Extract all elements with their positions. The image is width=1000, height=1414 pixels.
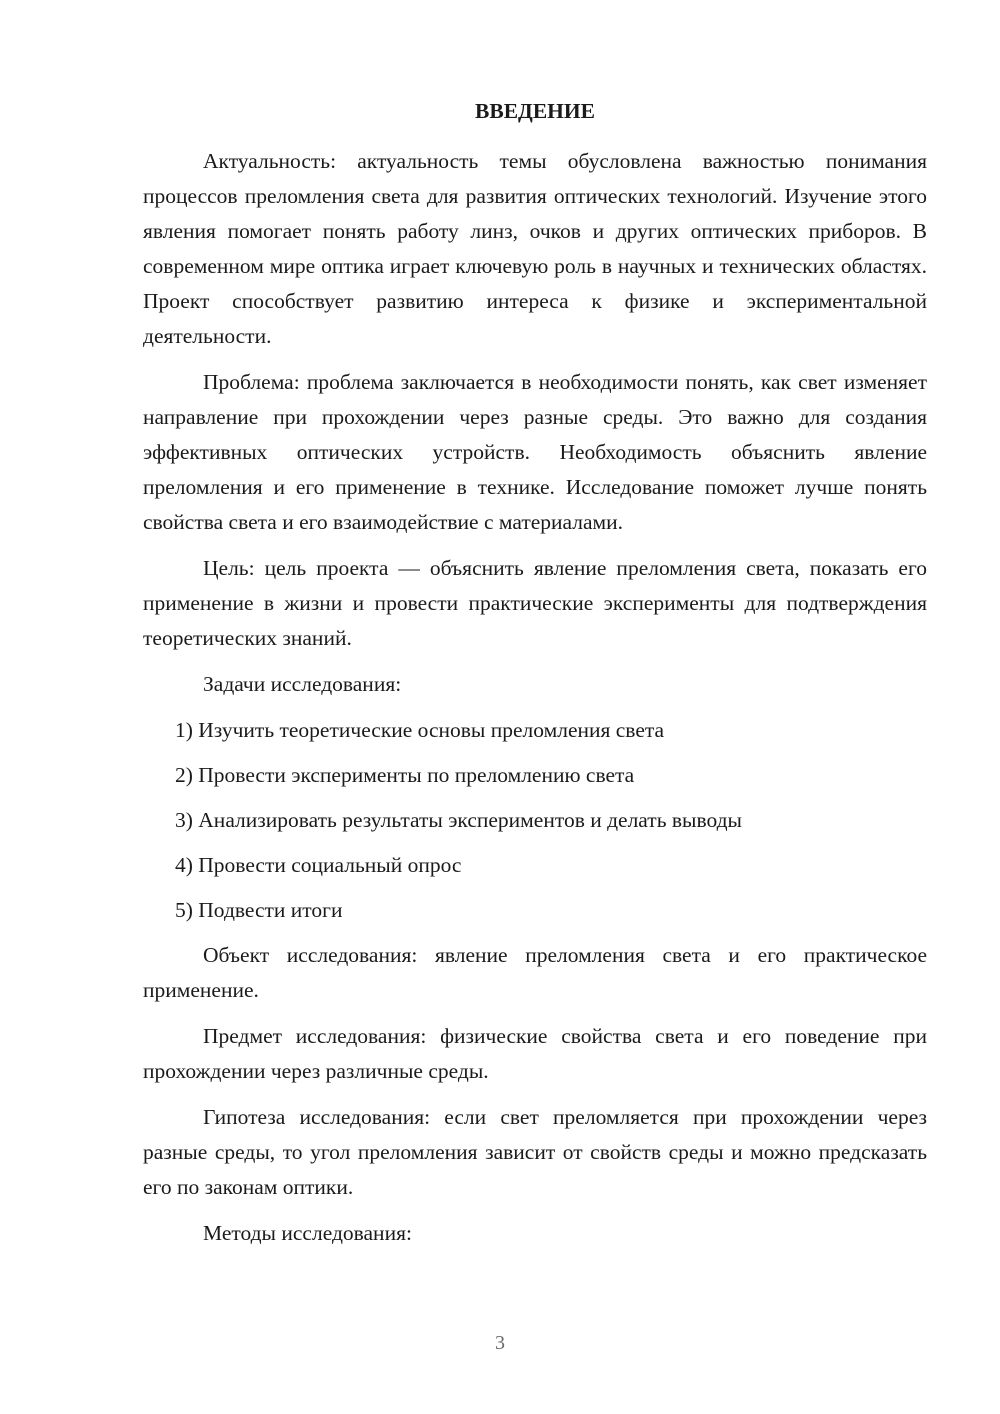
hypothesis-paragraph: Гипотеза исследования: если свет преломляется при прохождении через разные среды, то угол преломления зависит от свойств среды и можно предсказать его по законам оптики. [143,1105,927,1199]
methods-title: Методы исследования: [203,1221,412,1245]
list-item: 3) Анализировать результаты экспериментов и делать выводы [175,808,742,832]
list-item: 5) Подвести итоги [175,898,343,922]
list-item: 1) Изучить теоретические основы преломления света [175,718,665,742]
object-paragraph: Объект исследования: явление преломления света и его практическое применение. [143,943,927,1002]
list-item: 4) Провести социальный опрос [175,853,462,877]
document-page [143,96,927,1262]
problem-paragraph: Проблема: проблема заключается в необходимости понять, как свет изменяет направление при прохождении через разные среды. Это важно для создания эффективных оптических устройств. Необходимость объяснить явление преломления и его применение в технике. Исследование поможет лучше понять свойства света и его взаимодействие с материалами. [143,370,927,534]
goal-paragraph: Цель: цель проекта — объяснить явление преломления света, показать его применение в жизни и провести практические эксперименты для подтверждения теоретических знаний. [143,556,927,650]
relevance-paragraph: Актуальность: актуальность темы обусловлена важностью понимания процессов преломления света для развития оптических технологий. Изучение этого явления помогает понять работу линз, очков и других оптических приборов. В современном мире оптика играет ключевую роль в научных и технических областях. Проект способствует развитию интереса к физике и экспериментальной деятельности. [143,149,927,348]
page-number: 3 [495,1332,505,1354]
list-item: 2) Провести эксперименты по преломлению света [175,763,635,787]
subject-paragraph: Предмет исследования: физические свойства света и его поведение при прохождении через различные среды. [143,1024,927,1083]
tasks-title: Задачи исследования: [203,672,402,696]
page-heading: ВВЕДЕНИЕ [475,99,595,123]
tasks-list [143,713,927,928]
